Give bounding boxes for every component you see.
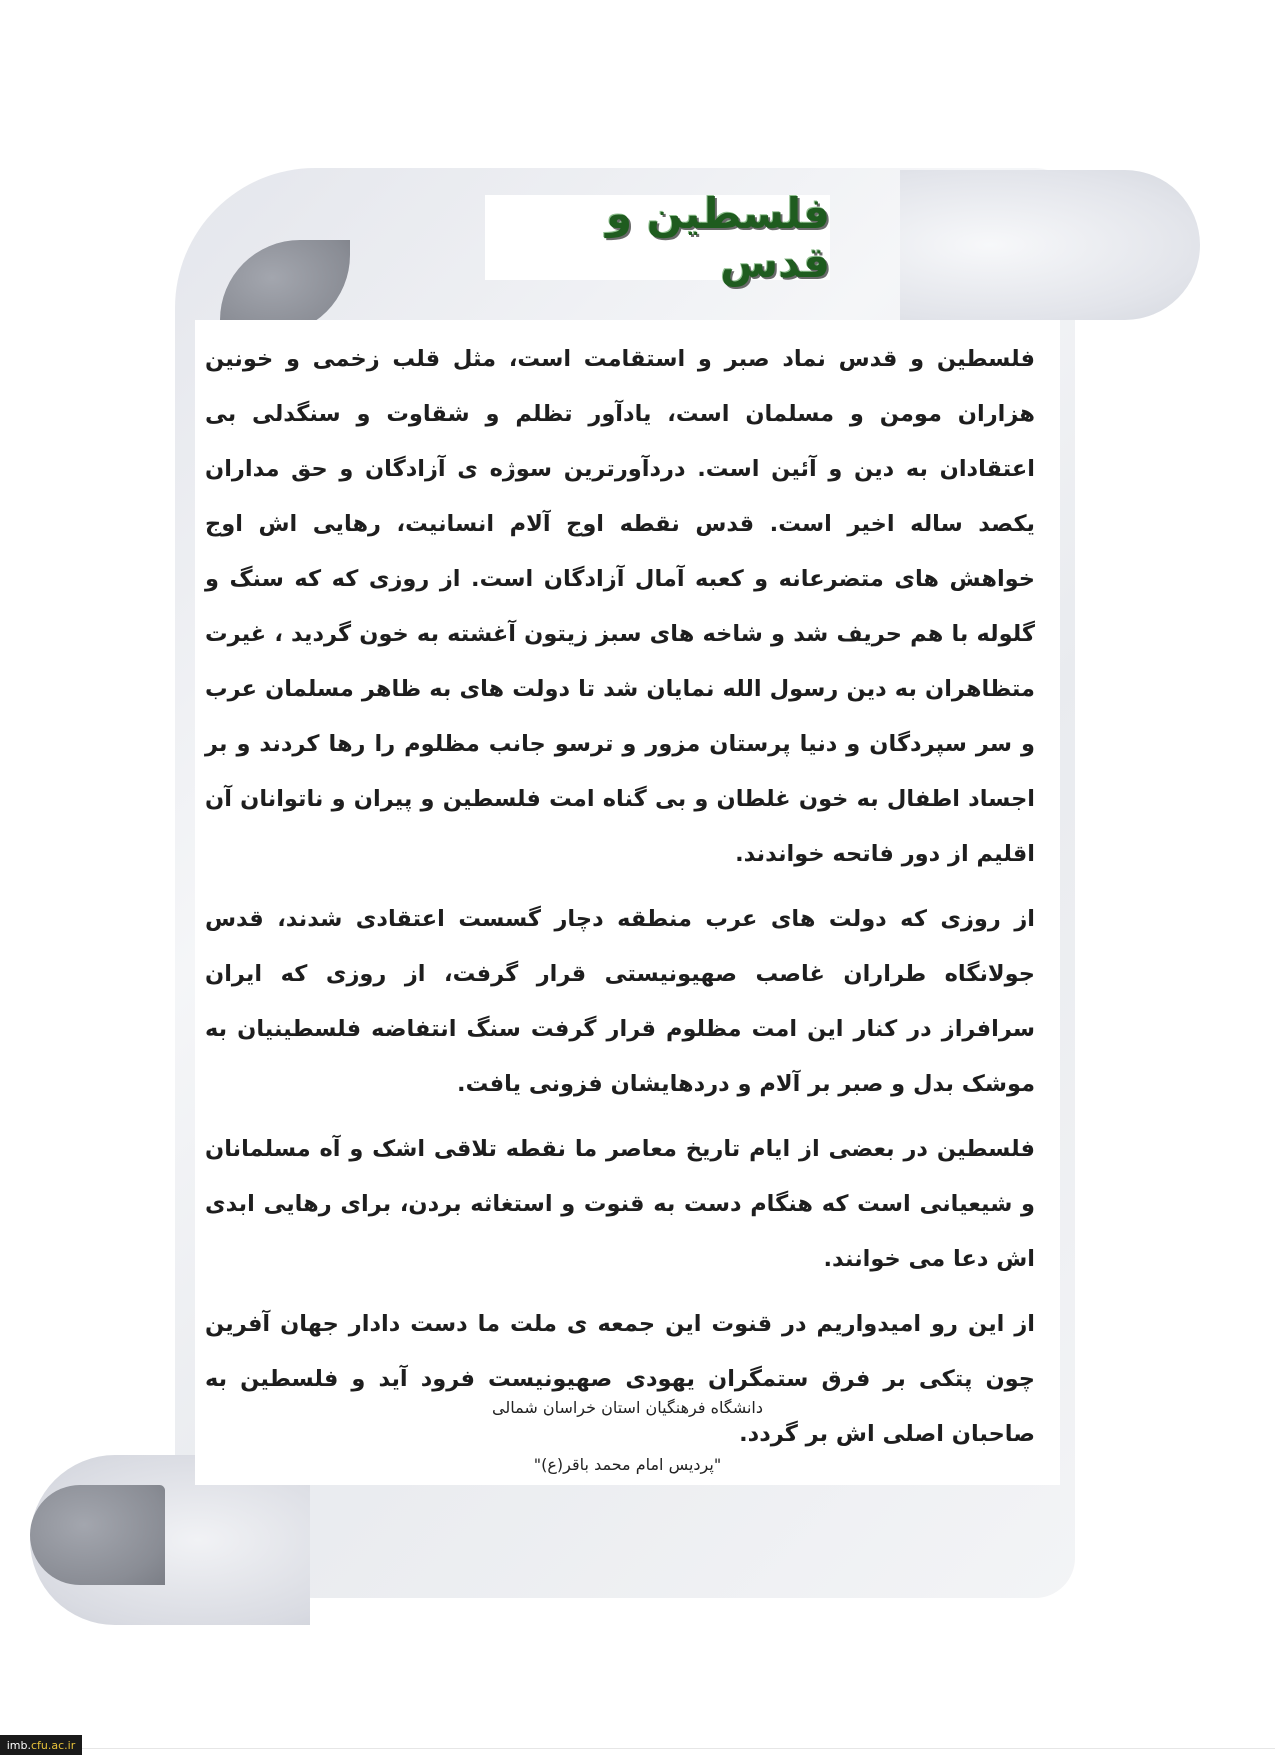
paragraph-1: فلسطین و قدس نماد صبر و استقامت است، مثل قلب زخمی و خونین هزاران مومن و مسلمان است، یادآور تظلم و شقاوت و سنگدلی بی اعتقادان به دین و آئین است. دردآورترین سوژه ی آزادگان و حق مداران یکصد ساله اخیر است. قدس نقطه اوج آلام انسانیت، رهایی اش اوج خواهش های متضرعانه و کعبه آمال آزادگان است. از روزی که که سنگ و گلوله با هم حریف شد و شاخه های سبز زیتون آغشته به خون گردید ، غیرت متظاهران به دین رسول الله نمایان شد تا دولت های به ظاهر مسلمان عرب و سر سپردگان و دنیا پرستان مزور و ترسو جانب مظلوم را رها کردند و بر اجساد اطفال به خون غلطان و بی گناه امت فلسطین و پیران و ناتوانان آن اقلیم از دور فاتحه خواندند. (205, 346, 1035, 867)
paragraph-3: فلسطین در بعضی از ایام تاریخ معاصر ما نقطه تلاقی اشک و آه مسلمانان و شیعیانی است که هنگام دست به قنوت و استغاثه بردن، برای رهایی ابدی اش دعا می خوانند. (205, 1136, 1035, 1272)
footer-campus: "پردیس امام محمد باقر(ع)" (533, 1455, 722, 1474)
watermark-prefix: imb. (6, 1738, 31, 1752)
article-body (205, 332, 1035, 1472)
paragraph-2: از روزی که دولت های عرب منطقه دچار گسست اعتقادی شدند، قدس جولانگاه طراران غاصب صهیونیستی قرار گرفت، از روزی که ایران سرافراز در کنار این امت مظلوم قرار گرفت سنگ انتفاضه فلسطینیان به موشک بدل و صبر بر آلام و دردهایشان فزونی یافت. (205, 906, 1035, 1097)
bottom-rule (82, 1748, 1275, 1749)
title-box (485, 188, 830, 287)
footer-institution: دانشگاه فرهنگیان استان خراسان شمالی (491, 1398, 763, 1417)
watermark-domain: cfu.ac.ir (31, 1738, 76, 1752)
site-watermark (0, 1735, 82, 1755)
page-title: فلسطین و قدس (606, 188, 830, 287)
leaf-ornament-bottom-icon (30, 1485, 165, 1585)
paragraph-4: از این رو امیدواریم در قنوت این جمعه ی ملت ما دست دادار جهان آفرین چون پتکی بر فرق ستمگران یهودی صهیونیست فرود آید و فلسطین به صاحبان اصلی اش بر گردد. (205, 1311, 1035, 1447)
scroll-curl-top (900, 170, 1200, 320)
